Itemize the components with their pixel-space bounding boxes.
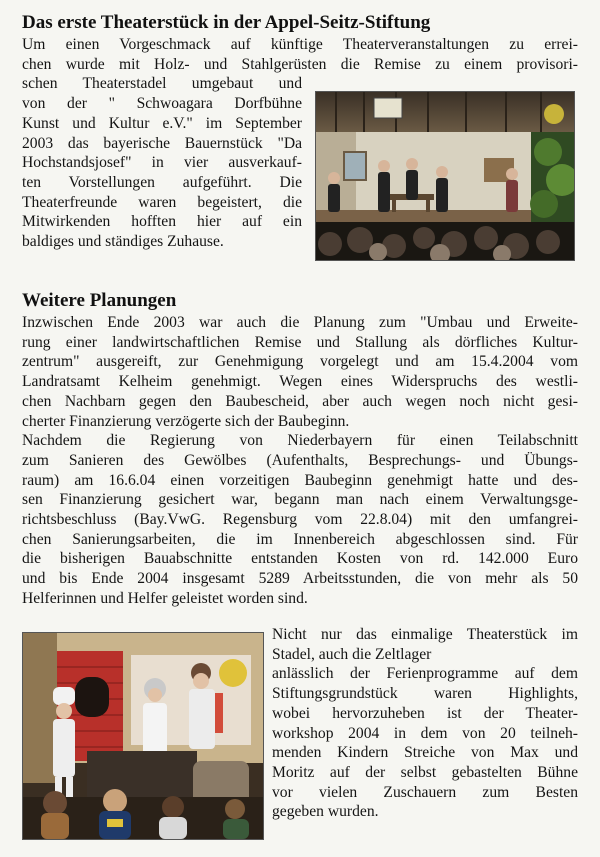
text-line: chen Nachbarn gegen den Baubescheid, aber auch wegen noch nicht gesi-: [22, 392, 578, 410]
text-line: Helferinnen und Helfer geleistet worden sind.: [22, 589, 308, 607]
paragraph-intro-full: [22, 35, 578, 74]
text-line: gegeben wurden.: [272, 803, 379, 821]
text-line: Nicht nur das einmalige Theaterstück im: [272, 626, 578, 643]
section-title-theaterstueck: Das erste Theaterstück in der Appel-Seitz-Stiftung: [22, 12, 431, 33]
text-line: Um einen Vorgeschmack auf künftige Theaterveranstaltungen zu errei-: [22, 36, 578, 53]
paragraph-planungen: [22, 313, 578, 609]
theater-workshop-illustration: [23, 633, 263, 839]
text-line: Moritz auf der selbst gebastelten Bühne: [272, 763, 578, 781]
text-line: richtsbeschluss (Bay.VwG. Regensburg vom 22.8.04) mit den umfangrei-: [22, 511, 578, 529]
text-line: chen Sanierungsarbeiten, die im Innenbereich abgeschlossen sind. Für: [22, 530, 578, 548]
text-line: Landratsamt Kelheim genehmigt. Wegen eines Widerspruchs des westli-: [22, 373, 578, 391]
theater-workshop-photo: [22, 632, 264, 840]
text-line: menden Kindern Streiche von Max und: [272, 744, 578, 762]
section-title-weitere-planungen: Weitere Planungen: [22, 290, 177, 311]
text-line: wobei hervorzuheben ist der Theater-: [272, 704, 578, 722]
text-line: sen Finanzierung gesichert war, begann man nach einem Verwaltungsge-: [22, 491, 578, 509]
text-line: von der " Schwoagara Dorfbühne: [22, 95, 302, 113]
text-line: raum) am 16.6.04 einen vorzeitigen Baubeginn genehmigt hatte und des-: [22, 471, 578, 489]
text-line: Nachdem die Regierung von Niederbayern für einen Teilabschnitt: [22, 432, 578, 450]
text-line: Mitwirkenden hofften hier auf ein: [22, 213, 302, 231]
text-line: die bisherigen Bauabschnitte entstanden Kosten von rd. 142.000 Euro: [22, 550, 578, 568]
paragraph-workshop: [272, 625, 578, 822]
text-line: 2003 das bayerische Bauernstück "Da: [22, 134, 302, 152]
text-line: baldiges und ständiges Zuhause.: [22, 233, 224, 251]
paragraph-intro-left: [22, 74, 302, 251]
text-line: Stadel, auch die Zeltlager: [272, 645, 432, 663]
text-line: ten Vorstellungen aufgeführt. Die: [22, 173, 302, 191]
text-line: rung einer landwirtschaftlichen Remise und Stallung als dörfliches Kultur-: [22, 333, 578, 351]
text-line: Theaterfreunde waren begeistert, die: [22, 193, 302, 211]
theater-stage-illustration: [316, 92, 574, 260]
text-line: und bis Ende 2004 insgesamt 5289 Arbeitsstunden, die von mehr als 50: [22, 570, 578, 588]
theater-stage-photo: [315, 91, 575, 261]
text-line: schen Theaterstadel umgebaut und: [22, 75, 302, 93]
text-line: Hochstandsjosef" in vier ausverkauf-: [22, 154, 302, 172]
text-line: chen wurde mit Holz- und Stahlgerüsten die Remise zu einem provisori-: [22, 55, 578, 73]
text-line: zentrum" ausgereift, zur Genehmigung vorgelegt und am 15.4.2004 vom: [22, 353, 578, 371]
text-line: cherter Finanzierung verzögerte sich der Baubeginn.: [22, 412, 350, 430]
text-line: Inzwischen Ende 2003 war auch die Planung zum "Umbau und Erweite-: [22, 314, 578, 331]
text-line: zum Sanieren des Gewölbes (Aufenthalts, Besprechungs- und Übungs-: [22, 451, 578, 469]
text-line: Stiftungsgrundstück waren Highlights,: [272, 685, 578, 703]
text-line: Kunst und Kultur e.V." im September: [22, 114, 302, 132]
text-line: anlässlich der Ferienprogramme auf dem: [272, 665, 578, 683]
text-line: vor vielen Zuschauern zum Besten: [272, 783, 578, 801]
text-line: workshop 2004 in dem von 20 teilneh-: [272, 724, 578, 742]
